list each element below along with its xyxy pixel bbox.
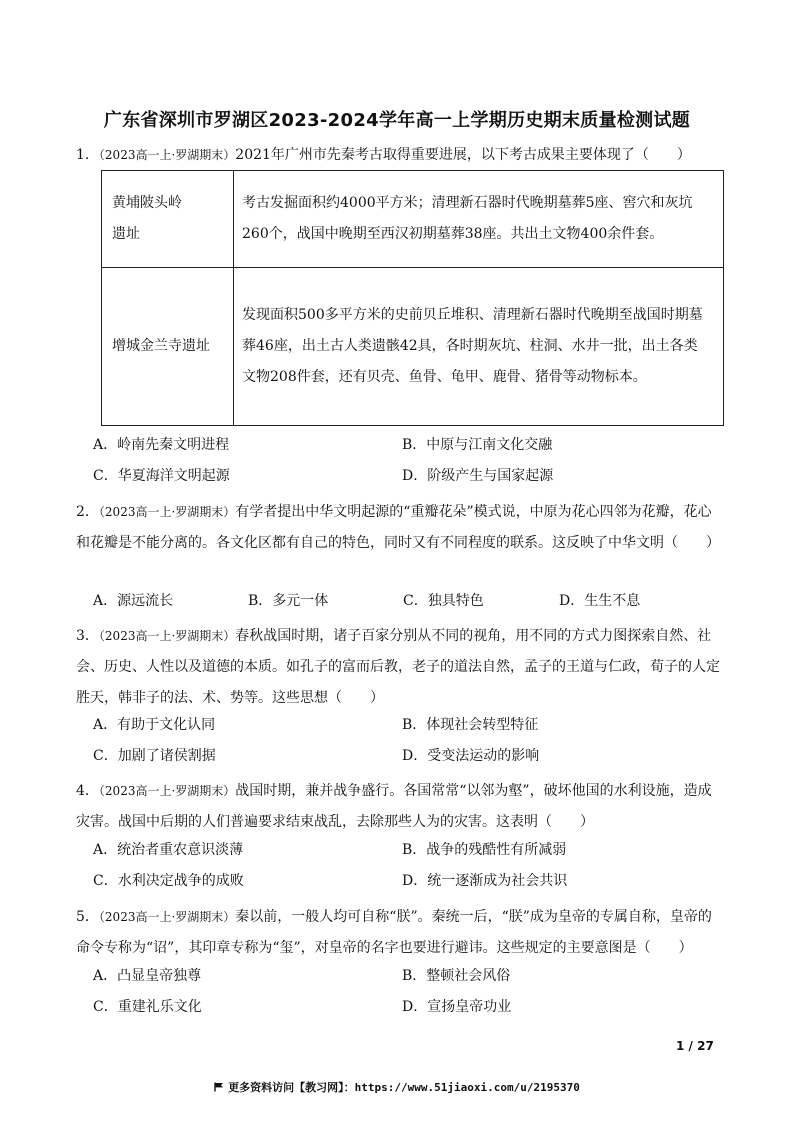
question-number: 2． [76, 504, 99, 520]
option-b[interactable]: B．战争的残酷性有所减弱 [402, 842, 567, 858]
site-description-cell [234, 268, 724, 426]
question-source: （2023高一上·罗湖期末） [98, 784, 236, 798]
question-5 [76, 902, 724, 964]
option-b[interactable]: B．整顿社会风俗 [402, 968, 511, 984]
option-d[interactable]: D．阶级产生与国家起源 [402, 468, 554, 484]
option-c[interactable]: C．重建礼乐文化 [93, 999, 202, 1015]
option-d[interactable]: D．生生不息 [559, 593, 641, 609]
table-row [102, 171, 724, 268]
option-d[interactable]: D．统一逐渐成为社会共识 [402, 873, 568, 889]
question-stem: 秦以前，一般人均可自称“朕”。秦统一后，“朕”成为皇帝的专属自称，皇帝的命令专称为“诏”，其印章专称为“玺”，对皇帝的名字也要进行避讳。这些规定的主要意图是（ ） [76, 909, 712, 956]
site-name-line: 黄埔陂头岭 [112, 195, 182, 211]
question-stem: 2021年广州市先秦考古取得重要进展，以下考古成果主要体现了（ ） [235, 147, 691, 163]
option-c[interactable]: C．独具特色 [403, 593, 484, 609]
table-row [102, 268, 724, 426]
question-source: （2023高一上·罗湖期末） [98, 910, 236, 924]
question-stem: 有学者提出中华文明起源的“重瓣花朵”模式说，中原为花心四邻为花瓣，花心和花瓣是不能分离的。各文化区都有自己的特色，同时又有不同程度的联系。这反映了中华文明（ ） [76, 504, 720, 551]
question-1 [76, 140, 724, 171]
question-3 [76, 621, 724, 714]
option-b[interactable]: B．多元一体 [248, 593, 329, 609]
option-a[interactable]: A．有助于文化认同 [93, 717, 216, 733]
footer-banner [0, 1079, 794, 1095]
question-source: （2023高一上·罗湖期末） [98, 148, 236, 162]
option-b[interactable]: B．中原与江南文化交融 [402, 437, 553, 453]
question-source: （2023高一上·罗湖期末） [98, 629, 236, 643]
option-d[interactable]: D．宣扬皇帝功业 [402, 999, 512, 1015]
option-c[interactable]: C．加剧了诸侯割据 [93, 748, 216, 764]
question-stem: 战国时期，兼并战争盛行。各国常常“以邻为壑”，破坏他国的水利设施，造成灾害。战国中后期的人们普遍要求结束战乱，去除那些人为的灾害。这表明（ ） [76, 783, 712, 830]
description-line: 文物208件套，还有贝壳、鱼骨、龟甲、鹿骨、猪骨等动物标本。 [242, 369, 647, 385]
site-name-line: 增城金兰寺遗址 [112, 338, 210, 354]
site-description-cell [234, 171, 724, 268]
description-line: 考古发掘面积约4000平方米；清理新石器时代晚期墓葬5座、窖穴和灰坑 [242, 195, 693, 211]
question-4 [76, 776, 724, 838]
question-2 [76, 497, 724, 559]
question-number: 3． [76, 628, 99, 644]
flag-icon [214, 1082, 224, 1092]
description-line: 发现面积500多平方米的史前贝丘堆积、清理新石器时代晚期至战国时期墓 [242, 307, 703, 323]
site-name-cell [102, 268, 234, 426]
option-c[interactable]: C．水利决定战争的成败 [93, 873, 244, 889]
excavation-table [101, 170, 724, 426]
question-number: 5． [76, 909, 99, 925]
option-d[interactable]: D．受变法运动的影响 [402, 748, 540, 764]
option-a[interactable]: A．岭南先秦文明进程 [93, 437, 230, 453]
description-line: 葬46座，出土古人类遗骸42具，各时期灰坑、柱洞、水井一批，出土各类 [242, 338, 698, 354]
option-c[interactable]: C．华夏海洋文明起源 [93, 468, 230, 484]
question-number: 4． [76, 783, 99, 799]
question-stem: 春秋战国时期，诸子百家分别从不同的视角，用不同的方式力图探索自然、社会、历史、人性以及道德的本质。如孔子的富而后教，老子的道法自然，孟子的王道与仁政，荀子的人定胜天，韩非子的法、术、势等。这些思想（ ） [76, 628, 720, 706]
site-name-cell [102, 171, 234, 268]
option-a[interactable]: A．凸显皇帝独尊 [93, 968, 202, 984]
site-name-line: 遗址 [112, 226, 140, 242]
description-line: 260个，战国中晚期至西汉初期墓葬38座。共出土文物400余件套。 [242, 226, 664, 242]
page-number: 1 / 27 [676, 1039, 714, 1053]
question-number: 1． [76, 147, 99, 163]
footer-link[interactable]: 更多资料访问【教习网】：https://www.51jiaoxi.com/u/2195370 [228, 1081, 580, 1094]
document-title: 广东省深圳市罗湖区2023-2024学年高一上学期历史期末质量检测试题 [103, 110, 691, 131]
option-b[interactable]: B．体现社会转型特征 [402, 717, 539, 733]
option-a[interactable]: A．源远流长 [93, 593, 174, 609]
option-a[interactable]: A．统治者重农意识淡薄 [93, 842, 244, 858]
question-source: （2023高一上·罗湖期末） [98, 505, 236, 519]
